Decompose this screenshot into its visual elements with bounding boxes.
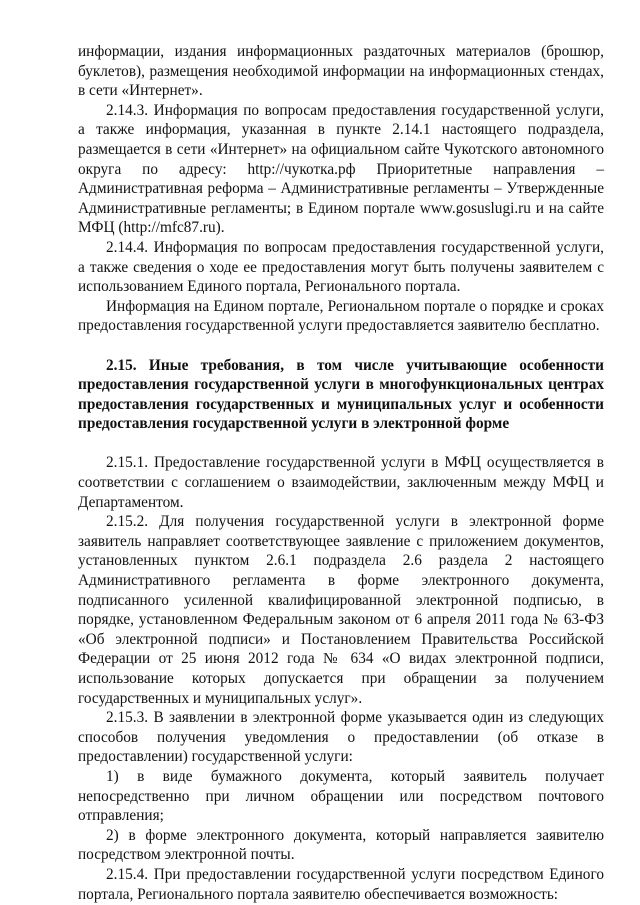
paragraph-2-15-3: 2.15.3. В заявлении в электронной форме указывается один из следующих способов получения уведомления о предоставлении (об отказе в предоставлении) государственной услуги: [78, 709, 604, 766]
paragraph-2-14-4: 2.14.4. Информация по вопросам предоставления государственной услуги, а также сведения о ходе ее предоставления могут быть получены заявителем с использованием Единого портала, Регионального портала. [78, 238, 604, 296]
paragraph-2-15-1: 2.15.1. Предоставление государственной услуги в МФЦ осуществляется в соответствии с соглашением о взаимодействии, заключенным между МФЦ и Департаментом. [78, 454, 604, 511]
section-heading-2-15: 2.15. Иные требования, в том числе учитывающие особенности предоставления государственной услуги в многофункциональных центрах предоставления государственных и муниципальных услуг и особенности предоставления государственной услуги в электронной форме [78, 356, 604, 433]
spacer [78, 336, 604, 356]
paragraph-info-continuation: информации, издания информационных раздаточных материалов (брошюр, буклетов), размещения необходимой информации на информационных стендах, в сети «Интернет». [78, 43, 604, 100]
spacer [78, 434, 604, 454]
paragraph-2-14-3: 2.14.3. Информация по вопросам предоставления государственной услуги, а также информация, указанная в пункте 2.14.1 настоящего подраздела, размещается в сети «Интернет» на официальном сайте Чукотского автономного округа по адресу: http://чукотка.рф Приоритетные направления – Административная реформа – Административные регламенты – Утвержденные Административные регламенты; в Едином портале www.gosuslugi.ru и на сайте МФЦ (http://mfc87.ru). [78, 101, 604, 237]
paragraph-2-15-2: 2.15.2. Для получения государственной услуги в электронной форме заявитель направляет соответствующее заявление с приложением документов, установленных пунктом 2.6.1 подраздела 2.6 раздела 2 настоящего Административного регламента в форме электронного документа, подписанного усиленной квалифицированной электронной подписью, в порядке, установленном Федеральным законом от 6 апреля 2011 года № 63-ФЗ «Об электронной подписи» и Постановлением Правительства Российской Федерации от 25 июня 2012 года № 634 «О видах электронной подписи, использование которых допускается при обращении за получением государственных и муниципальных услуг». [78, 513, 604, 707]
paragraph-2-15-4: 2.15.4. При предоставлении государственной услуги посредством Единого портала, Регионального портала заявителю обеспечивается возможность: [78, 865, 604, 903]
list-item-1: 1) в виде бумажного документа, который заявитель получает непосредственно при личном обращении или посредством почтового отправления; [78, 767, 604, 825]
list-item-2: 2) в форме электронного документа, который направляется заявителю посредством электронной почты. [78, 826, 604, 864]
document-page [78, 42, 604, 904]
paragraph-free-info: Информация на Едином портале, Региональном портале о порядке и сроках предоставления государственной услуги предоставляется заявителю бесплатно. [78, 297, 604, 335]
